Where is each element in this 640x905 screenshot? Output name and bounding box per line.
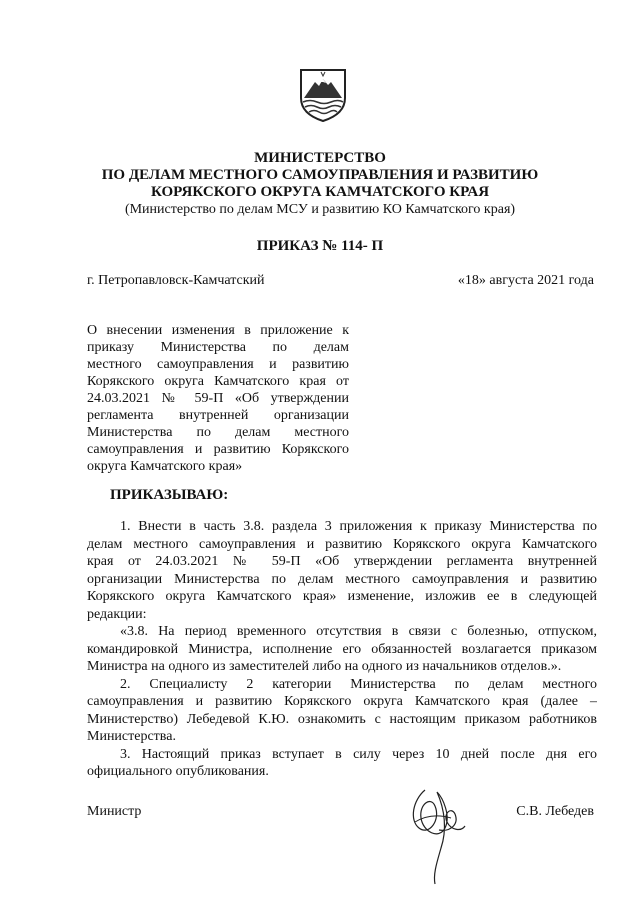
subject-line: самоуправления и развитию Корякского	[87, 442, 349, 457]
body-line: 3. Настоящий приказ вступает в силу через 10 дней после дня его	[120, 746, 597, 762]
order-directive: ПРИКАЗЫВАЮ:	[110, 487, 229, 503]
header-line-2: ПО ДЕЛАМ МЕСТНОГО САМОУПРАВЛЕНИЯ И РАЗВИТИЮ	[101, 167, 539, 183]
body-line: редакции:	[87, 606, 147, 622]
date-label: «18» августа 2021 года	[457, 273, 594, 288]
body-line: командировкой Министра, исполнение его обязанностей возлагается приказом	[87, 641, 597, 657]
signatory-position: Министр	[87, 804, 142, 819]
signatory-name: С.В. Лебедев	[516, 804, 594, 819]
subject-line: приказу Министерства по делам	[87, 340, 349, 355]
order-subject	[87, 322, 349, 475]
signature-scribble-icon	[395, 770, 475, 890]
body-line: самоуправления и развитию Корякского округа Камчатского края (далее –	[87, 694, 597, 709]
coat-of-arms-emblem	[298, 68, 348, 122]
ministry-header	[40, 150, 600, 219]
body-line: официального опубликования.	[87, 764, 269, 779]
subject-line: 24.03.2021 № 59-П «Об утверждении	[87, 391, 349, 406]
body-line: края от 24.03.2021 № 59-П «Об утверждении регламента внутренней	[87, 554, 597, 569]
volcano-crest-icon	[298, 68, 348, 122]
body-line: Корякского округа Камчатского края» изменение, изложив ее в следующей	[87, 589, 597, 604]
body-line: Министерства.	[87, 729, 176, 744]
header-line-1: МИНИСТЕРСТВО	[254, 150, 386, 166]
body-line: Министра на одного из заместителей либо на одного из начальников отделов.».	[87, 659, 562, 674]
order-title: ПРИКАЗ № 114- П	[256, 238, 384, 254]
subject-line: Министерства по делам местного	[87, 425, 349, 440]
header-line-3: КОРЯКСКОГО ОКРУГА КАМЧАТСКОГО КРАЯ	[150, 184, 490, 200]
body-line: делам местного самоуправления и развитию Корякского округа Камчатского	[87, 536, 597, 552]
body-line: Министерство) Лебедевой К.Ю. ознакомить с настоящим приказом работников	[87, 711, 597, 727]
subject-line: округа Камчатского края»	[87, 459, 243, 474]
subject-line: местного самоуправления и развитию	[87, 357, 349, 372]
body-line: 1. Внести в часть 3.8. раздела 3 приложения к приказу Министерства по	[120, 519, 597, 534]
subject-line: О внесении изменения в приложение к	[87, 323, 349, 338]
header-line-4: (Министерство по делам МСУ и развитию КО Камчатского края)	[124, 202, 516, 217]
handwritten-signature	[395, 770, 475, 890]
order-body	[87, 518, 597, 781]
body-line: организации Министерства по делам местного самоуправления и развитию	[87, 571, 597, 587]
body-line: «3.8. На период временного отсутствия в связи с болезнью, отпуском,	[120, 624, 597, 639]
subject-line: Корякского округа Камчатского края от	[87, 374, 349, 389]
body-line: 2. Специалисту 2 категории Министерства по делам местного	[120, 676, 597, 692]
subject-line: регламента внутренней организации	[87, 408, 349, 423]
city-label: г. Петропавловск-Камчатский	[87, 273, 265, 288]
